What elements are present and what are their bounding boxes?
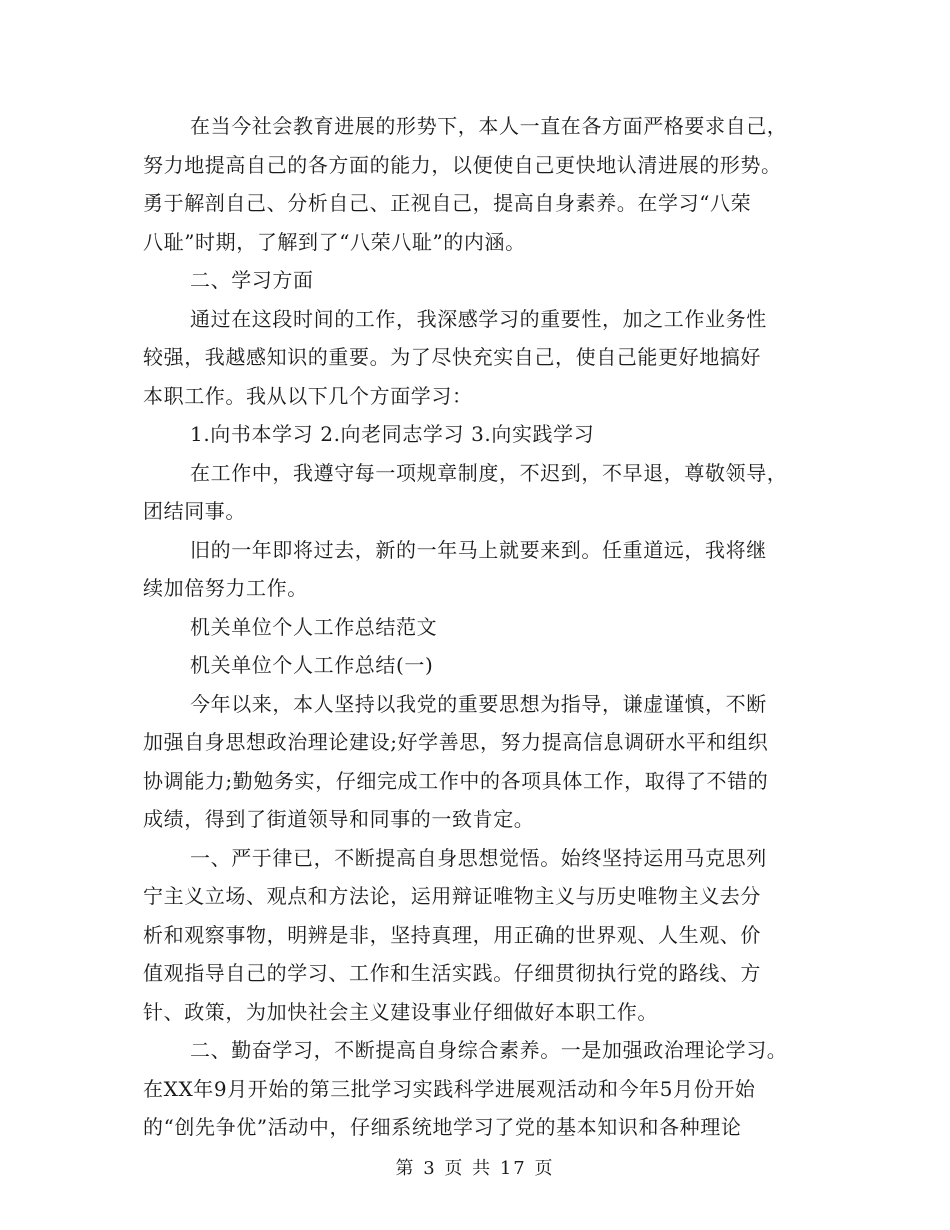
text-line: 在当今社会教育进展的形势下，本人一直在各方面严格要求自己， [190, 114, 788, 138]
text-line: 通过在这段时间的工作，我深感学习的重要性，加之工作业务性 [190, 306, 767, 331]
text-line: 二、勤奋学习，不断提高自身综合素养。一是加强政治理论学习。 [190, 1038, 788, 1062]
text-line: 努力地提高自己的各方面的能力，以便使自己更快地认清进展的形势。 [143, 152, 782, 177]
text-line: 较强，我越感知识的重要。为了尽快充实自己，使自己能更好地搞好 [143, 345, 761, 369]
text-line: 续加倍努力工作。 [143, 576, 308, 600]
text-line: 机关单位个人工作总结(一) [190, 653, 434, 677]
text-line: 旧的一年即将过去，新的一年马上就要来到。任重道远，我将继 [190, 537, 767, 562]
text-line: 在XX年9月开始的第三批学习实践科学进展观活动和今年5月份开始 [143, 1076, 756, 1101]
text-line: 勇于解剖自己、分析自己、正视自己，提高自身素养。在学习“八荣 [143, 191, 752, 215]
text-line: 八耻”时期，了解到了“八荣八耻”的内涵。 [143, 229, 526, 254]
text-line: 析和观察事物，明辨是非，坚持真理，用正确的世界观、人生观、价 [143, 922, 761, 947]
text-line: 值观指导自己的学习、工作和生活实践。仔细贯彻执行党的路线、方 [143, 961, 761, 985]
text-line: 1.向书本学习 2.向老同志学习 3.向实践学习 [190, 422, 595, 446]
text-line: 针、政策，为加快社会主义建设事业仔细做好本职工作。 [143, 999, 658, 1024]
text-line: 宁主义立场、观点和方法论，运用辩证唯物主义与历史唯物主义去分 [143, 884, 761, 908]
text-line: 团结同事。 [143, 499, 246, 523]
text-line: 本职工作。我从以下几个方面学习： [143, 383, 473, 408]
text-line: 机关单位个人工作总结范文 [190, 614, 438, 639]
text-line: 的“创先争优”活动中，仔细系统地学习了党的基本知识和各种理论 [143, 1115, 742, 1139]
text-line: 今年以来，本人坚持以我党的重要思想为指导，谦虚谨慎，不断 [190, 691, 767, 716]
text-line: 二、学习方面 [190, 268, 314, 292]
page-footer: 第 3 页 共 17 页 [395, 1158, 555, 1179]
text-line: 在工作中，我遵守每一项规章制度，不迟到，不早退，尊敬领导， [190, 460, 788, 485]
text-line: 加强自身思想政治理论建设;好学善思，努力提高信息调研水平和组织 [143, 730, 769, 754]
text-line: 一、严于律已，不断提高自身思想觉悟。始终坚持运用马克思列 [190, 845, 767, 870]
document-body [143, 107, 815, 1147]
text-line: 协调能力;勤勉务实，仔细完成工作中的各项具体工作，取得了不错的 [143, 768, 769, 793]
text-line: 成绩，得到了街道领导和同事的一致肯定。 [143, 807, 535, 831]
